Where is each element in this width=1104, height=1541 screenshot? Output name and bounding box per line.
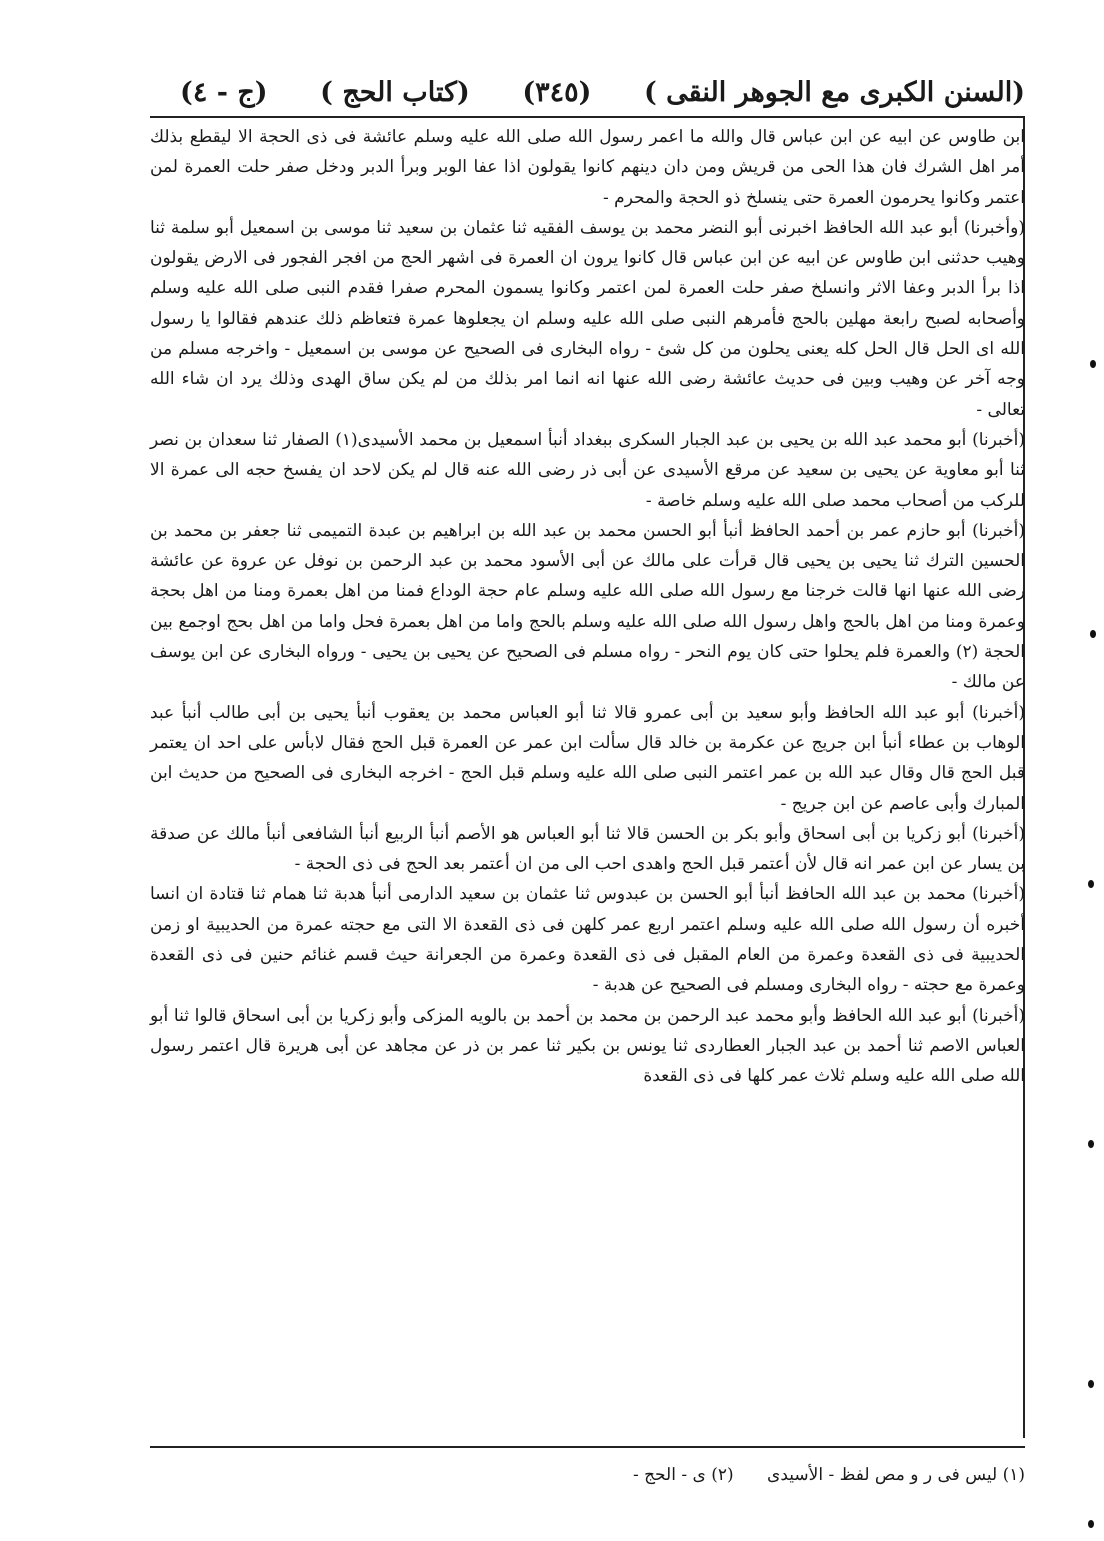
volume-number: (ج - ٤) — [180, 76, 268, 108]
chapter-title: (كتاب الحج ) — [320, 76, 470, 108]
margin-mark — [1090, 360, 1096, 368]
footnotes — [150, 1460, 1025, 1490]
main-text — [150, 122, 1025, 1430]
paragraph: ابن طاوس عن ابيه عن ابن عباس قال والله ما اعمر رسول الله صلى الله عليه وسلم عائشة فى ذى الحجة الا ليقطع بذلك أمر اهل الشرك فان هذا الحى من قريش ومن دان دينهم كانوا يقولون اذا عفا الوبر وبرأ الدبر ودخل صفر حلت العمرة لمن اعتمر وكانوا يحرمون العمرة حتى ينسلخ ذو الحجة والمحرم - — [150, 127, 1025, 208]
paragraph: (أخبرنا) محمد بن عبد الله الحافظ أنبأ أبو الحسن بن عبدوس ثنا عثمان بن سعيد الدارمى أنبأ هدبة ثنا همام ثنا قتادة ان انسا أخبره أن رسول الله صلى الله عليه وسلم اعتمر اربع عمر كلهن فى ذى القعدة الا التى مع حجته عمرة من الحديبية او زمن الحديبية فى ذى القعدة وعمرة من العام المقبل فى ذى القعدة وعمرة من الجعرانة حيث قسم غنائم حنين فى ذى القعدة وعمرة مع حجته - رواه البخارى ومسلم فى الصحيح عن هدبة - — [150, 884, 1025, 996]
margin-mark — [1088, 880, 1094, 888]
footnote-2: (٢) ى - الحج - — [632, 1465, 734, 1485]
paragraph: (وأخبرنا) أبو عبد الله الحافظ اخبرنى أبو النضر محمد بن يوسف الفقيه ثنا عثمان بن سعيد ثنا موسى بن اسمعيل أبو سلمة ثنا وهيب حدثنى ابن طاوس عن ابيه عن ابن عباس قال كانوا يرون ان العمرة فى اشهر الحج من افجر الفجور فى الارض يقولون اذا برأ الدبر وعفا الاثر وانسلخ صفر حلت العمرة لمن اعتمر وكانوا يسمون المحرم صفرا فقدم النبى صلى الله عليه وسلم وأصحابه لصبح رابعة مهلين بالحج فأمرهم النبى صلى الله عليه وسلم ان يجعلوها عمرة فتعاظم ذلك عندهم فقالوا يا رسول الله اى الحل قال الحل كله يعنى يحلون من كل شئ - رواه البخارى فى الصحيح عن موسى بن اسمعيل - واخرجه مسلم من وجه آخر عن وهيب وبين فى حديث عائشة رضى الله عنها انه انما امر بذلك من لم يكن ساق الهدى وذلك يرد ان شاء الله تعالى - — [150, 217, 1025, 420]
paragraph: (أخبرنا) أبو محمد عبد الله بن يحيى بن عبد الجبار السكرى ببغداد أنبأ اسمعيل بن محمد الأسيدى(١) الصفار ثنا سعدان بن نصر ثنا أبو معاوية عن يحيى بن سعيد عن مرقع الأسيدى عن أبى ذر رضى الله عنه قال لم يكن لاحد ان يفسخ حجه الى عمرة الا للركب من أصحاب محمد صلى الله عليه وسلم خاصة - — [150, 429, 1025, 511]
paragraph: (أخبرنا) أبو عبد الله الحافظ وأبو سعيد بن أبى عمرو قالا ثنا أبو العباس محمد بن يعقوب أنبأ يحيى بن أبى طالب أنبأ عبد الوهاب بن عطاء أنبأ ابن جريج عن عكرمة بن خالد قال سألت ابن عمر عن العمرة قبل الحج فقال لابأس على احد ان يعتمر قبل الحج قال وقال عبد الله بن عمر اعتمر النبى صلى الله عليه وسلم قبل الحج - اخرجه البخارى فى الصحيح من حديث ابن المبارك وأبى عاصم عن ابن جريج - — [150, 702, 1025, 814]
paragraph: (أخبرنا) أبو عبد الله الحافظ وأبو محمد عبد الرحمن بن محمد بن أحمد بن بالويه المزكى وأبو زكريا بن أبى اسحاق قالوا ثنا أبو العباس الاصم ثنا أحمد بن عبد الجبار العطاردى ثنا يونس بن بكير ثنا عمر بن ذر عن مجاهد عن أبى هريرة قال اعتمر رسول الله صلى الله عليه وسلم ثلاث عمر كلها فى ذى القعدة — [150, 1005, 1025, 1087]
margin-mark — [1088, 1140, 1094, 1148]
paragraph: (أخبرنا) أبو زكريا بن أبى اسحاق وأبو بكر بن الحسن قالا ثنا أبو العباس هو الأصم أنبأ الربيع أنبأ الشافعى أنبأ مالك عن صدقة بن يسار عن ابن عمر انه قال لأن أعتمر قبل الحج واهدى احب الى من ان أعتمر بعد الحج فى ذى الحجة - — [150, 823, 1025, 875]
book-title: (السنن الكبرى مع الجوهر النقى ) — [644, 76, 1025, 108]
footnote-1: (١) ليس فى ر و مص لفظ - الأسيدى — [767, 1465, 1025, 1485]
header-rule — [150, 116, 1025, 118]
margin-mark — [1088, 1380, 1094, 1388]
footnote-rule — [150, 1446, 1025, 1448]
margin-mark — [1090, 630, 1096, 638]
running-header — [180, 70, 1025, 114]
page-number: (٣٤٥) — [522, 76, 592, 108]
margin-mark — [1088, 1520, 1094, 1528]
paragraph: (أخبرنا) أبو حازم عمر بن أحمد الحافظ أنبأ أبو الحسن محمد بن عبد الله بن ابراهيم بن عبدة التميمى ثنا جعفر بن محمد بن الحسين الترك ثنا يحيى بن يحيى قال قرأت على مالك عن أبى الأسود محمد بن عبد الرحمن بن نوفل عن عروة عن عائشة رضى الله عنها انها قالت خرجنا مع رسول الله صلى الله عليه وسلم عام حجة الوداع فمنا من اهل بعمرة ومنا من اهل بحجة وعمرة ومنا من اهل بالحج واهل رسول الله صلى الله عليه وسلم بالحج واما من اهل بعمرة فحل واما من اهل بحج اوجمع بين الحجة (٢) والعمرة فلم يحلوا حتى كان يوم النحر - رواه مسلم فى الصحيح عن يحيى بن يحيى - ورواه البخارى عن ابن يوسف عن مالك - — [150, 520, 1025, 693]
